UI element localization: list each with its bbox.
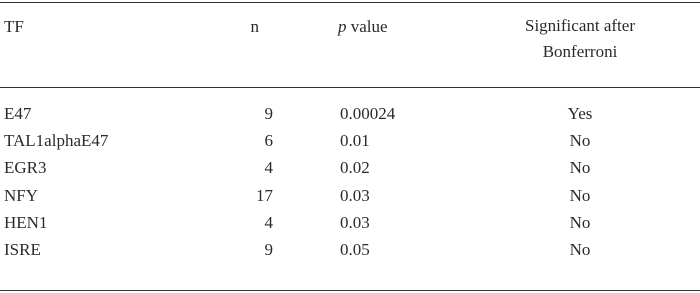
row-1-significant: Yes xyxy=(567,104,593,123)
row-5-p: 0.03 xyxy=(340,213,370,232)
header-p-value xyxy=(338,17,388,36)
row-6-n: 9 xyxy=(264,240,273,259)
row-5-significant: No xyxy=(569,213,591,232)
row-6-significant: No xyxy=(569,240,591,259)
row-1-n: 9 xyxy=(264,104,273,123)
row-3-significant: No xyxy=(569,158,591,177)
row-5-n: 4 xyxy=(264,213,273,232)
header-rule xyxy=(0,87,700,88)
row-2-n: 6 xyxy=(264,131,273,150)
row-4-significant: No xyxy=(569,186,591,205)
row-6-p: 0.05 xyxy=(340,240,370,259)
row-4-p: 0.03 xyxy=(340,186,370,205)
row-3-p: 0.02 xyxy=(340,158,370,177)
row-4-tf: NFY xyxy=(4,186,39,205)
row-3-tf: EGR3 xyxy=(4,158,47,177)
header-significant-line2: Bonferroni xyxy=(542,42,618,61)
row-3-n: 4 xyxy=(264,158,273,177)
row-1-tf: E47 xyxy=(4,104,32,123)
row-6-tf: ISRE xyxy=(4,240,41,259)
header-p-rest: value xyxy=(346,17,388,36)
row-4-n: 17 xyxy=(256,186,273,205)
header-significant xyxy=(475,13,685,65)
bottom-rule xyxy=(0,290,700,291)
header-n: n xyxy=(250,17,259,36)
row-5-tf: HEN1 xyxy=(4,213,48,232)
row-2-significant: No xyxy=(569,131,591,150)
header-p-italic: p xyxy=(338,17,347,36)
header-tf: TF xyxy=(4,17,24,36)
row-2-tf: TAL1alphaE47 xyxy=(4,131,109,150)
row-1-p: 0.00024 xyxy=(340,104,396,123)
top-rule xyxy=(0,2,700,3)
row-2-p: 0.01 xyxy=(340,131,370,150)
header-significant-line1: Significant after xyxy=(525,16,635,35)
